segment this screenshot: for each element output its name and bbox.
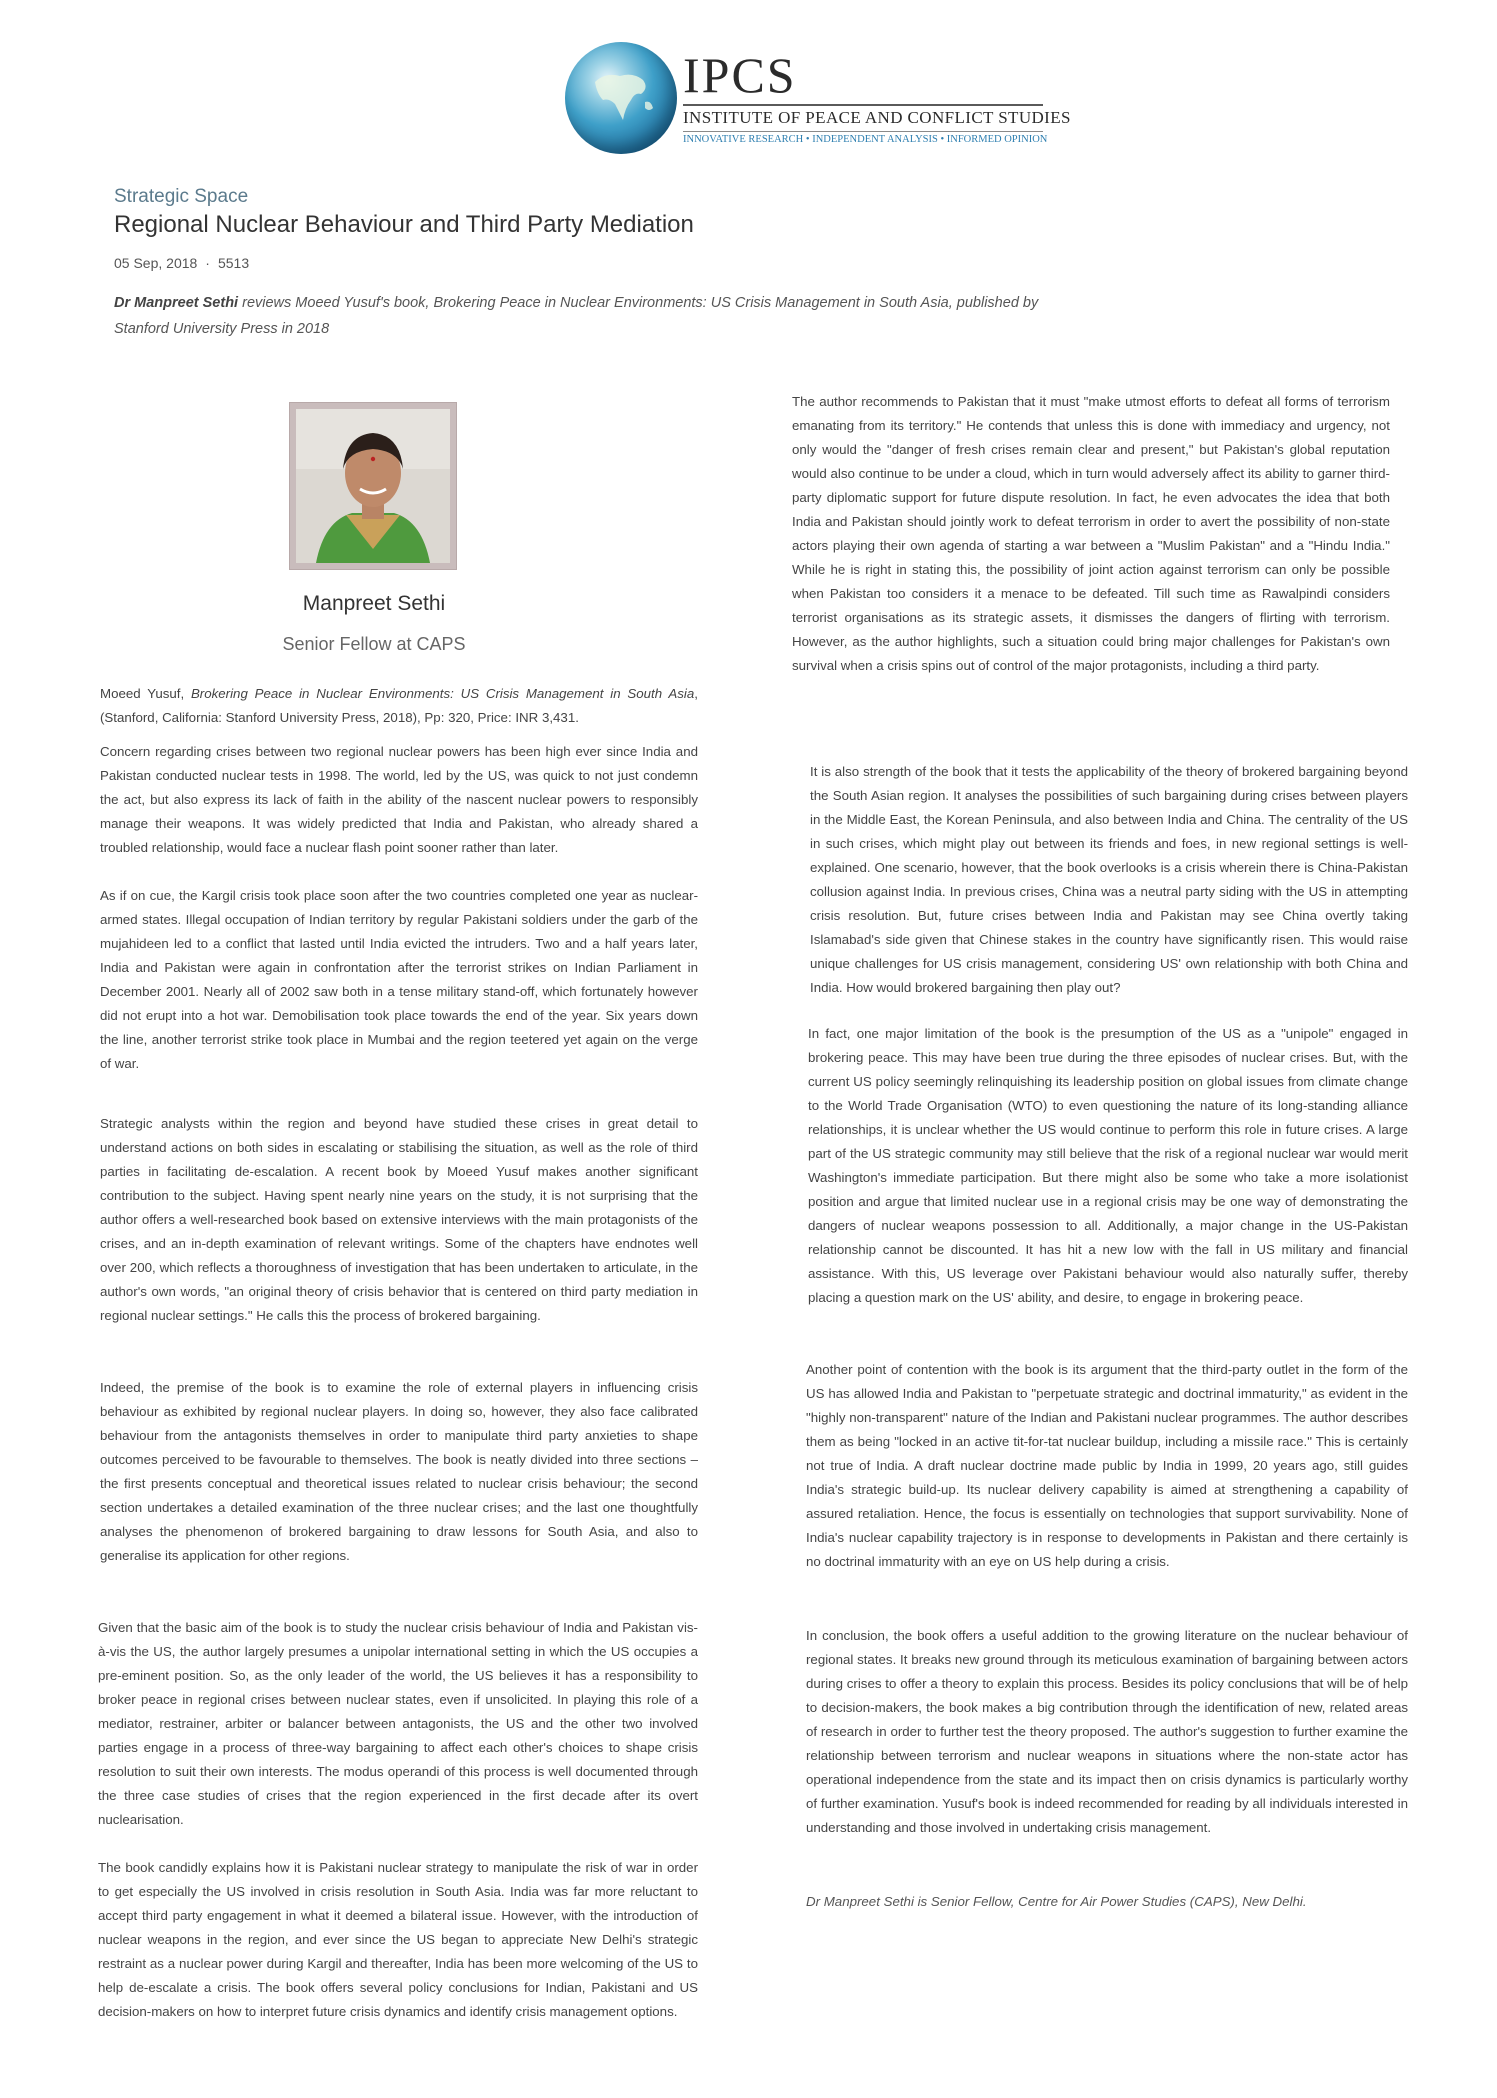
paragraph: Another point of contention with the book is its argument that the third-party outlet in the form of the US has allowed India and Pakistan to "perpetuate strategic and doctrinal immaturity," as evident in the "highly non-transparent" nature of the Indian and Pakistani nuclear programmes. The author describes them as being "locked in an active tit-for-tat nuclear buildup, including a missile race." This is certainly not true of India. A draft nuclear doctrine made public by India in 1999, 20 years ago, still guides India's strategic build-up. Its nuclear delivery capability is aimed at strengthening a capability of assured retaliation. Hence, the focus is essentially on technologies that support survivability. None of India's nuclear capability trajectory is in response to developments in Pakistan and there certainly is no doctrinal immaturity with an eye on US help during a crisis. — [806, 1362, 1408, 1569]
paragraph: Indeed, the premise of the book is to examine the role of external players in influencing crisis behaviour as exhibited by regional nuclear players. In doing so, however, they also face calibrated behaviour from the antagonists themselves in order to manipulate third party anxieties to shape outcomes perceived to be favourable to themselves. The book is neatly divided into three sections – the first presents conceptual and theoretical issues related to nuclear crisis behaviour; the second section undertakes a detailed examination of the three nuclear crises; and the last one thoughtfully analyses the phenomenon of brokered bargaining to draw lessons for South Asia, and also to generalise its application for other regions. — [100, 1380, 698, 1563]
paragraph: In fact, one major limitation of the book is the presumption of the US as a "unipole" engaged in brokering peace. This may have been true during the three episodes of nuclear crises. But, with the current US policy seemingly relinquishing its leadership position on global issues from climate change to the World Trade Organisation (WTO) to even questioning the nature of its long-standing alliance relationships, it is unclear whether the US would continue to perform this role in future crises. A large part of the US strategic community may still believe that the risk of a regional nuclear war would merit Washington's immediate participation. But there might also be some who take a more isolationist position and argue that limited nuclear use in a regional crisis may be one way of demonstrating the dangers of nuclear weapons possession to all. Additionally, a major change in the US-Pakistan relationship cannot be discounted. It has hit a new low with the fall in US military and financial assistance. With this, US leverage over Pakistani behaviour would also naturally suffer, thereby placing a question mark on the US' ability, and desire, to engage in brokering peace. — [808, 1026, 1408, 1305]
citation-details: , (Stanford, California: Stanford University Press, 2018), Pp: 320, Price: INR 3,431. — [100, 686, 698, 725]
logo-full-name: INSTITUTE OF PEACE AND CONFLICT STUDIES — [683, 108, 1071, 127]
ipcs-header — [565, 38, 1071, 158]
logo-divider-thin — [683, 131, 1043, 132]
meta-separator: · — [205, 255, 210, 271]
author-portrait-image — [296, 409, 450, 563]
paragraph: Given that the basic aim of the book is to study the nuclear crisis behaviour of India and Pakistan vis-à-vis the US, the author largely presumes a unipolar international setting in which the US occupies a pre-eminent position. So, as the only leader of the world, the US believes it has a responsibility to broker peace in regional crises between nuclear states, even if unsolicited. In playing this role of a mediator, restrainer, arbiter or balancer between antagonists, the US and the other two involved parties engage in a process of three-way bargaining to affect each other's choices to shape crisis resolution to suit their own interests. The modus operandi of this process is well documented through the three case studies of crises that the region experienced in the first decade after its overt nuclearisation. — [98, 1620, 698, 1827]
citation-book-title: Brokering Peace in Nuclear Environments: US Crisis Management in South Asia — [190, 686, 695, 701]
citation-author: Moeed Yusuf, — [100, 686, 191, 701]
paragraph: Concern regarding crises between two regional nuclear powers has been high ever since India and Pakistan conducted nuclear tests in 1998. The world, led by the US, was quick to not just condemn the act, but also express its lack of faith in the ability of the nascent nuclear powers to responsibly manage their weapons. It was widely predicted that India and Pakistan, who already shared a troubled relationship, would face a nuclear flash point sooner rather than later. — [100, 744, 698, 855]
globe-logo-icon — [565, 42, 677, 154]
article-category-link[interactable]: Strategic Space — [114, 186, 249, 207]
article-views: 5513 — [217, 255, 250, 271]
author-photo — [289, 402, 457, 570]
paragraph: In conclusion, the book offers a useful addition to the growing literature on the nuclear behaviour of regional states. It breaks new ground through its meticulous examination of bargaining between actors during crises to offer a theory to explain this process. Besides its policy conclusions that will be of help to decision-makers, the book makes a big contribution through the identification of new, related areas of research in order to further test the theory proposed. The author's suggestion to further examine the relationship between terrorism and nuclear weapons in situations where the non-state actor has operational independence from the state and its impact then on crisis dynamics is particularly worthy of further examination. Yusuf's book is indeed recommended for reading by all individuals interested in understanding and those involved in undertaking crisis management. — [806, 1628, 1408, 1835]
author-signoff: Dr Manpreet Sethi is Senior Fellow, Centre for Air Power Studies (CAPS), New Delhi. — [806, 1894, 1307, 1909]
article-meta — [114, 255, 249, 271]
article-standfirst — [114, 290, 1074, 342]
paragraph: As if on cue, the Kargil crisis took place soon after the two countries completed one year as nuclear-armed states. Illegal occupation of Indian territory by regular Pakistani soldiers under the garb of the mujahideen led to a conflict that lasted until India evicted the intruders. Two and a half years later, India and Pakistan were again in confrontation after the terrorist strikes on Indian Parliament in December 2001. Nearly all of 2002 saw both in a tense military stand-off, which fortunately however did not erupt into a hot war. Demobilisation took place towards the end of the year. Six years down the line, another terrorist strike took place in Mumbai and the region teetered yet again on the verge of war. — [100, 888, 698, 1071]
standfirst-author: Dr Manpreet Sethi — [114, 295, 239, 311]
logo-tagline: INNOVATIVE RESEARCH • INDEPENDENT ANALYSIS • INFORMED OPINION — [683, 134, 1048, 145]
article-title: Regional Nuclear Behaviour and Third Party Mediation — [114, 211, 694, 238]
logo-wordmark: IPCS — [683, 47, 797, 103]
paragraph: The author recommends to Pakistan that it must "make utmost efforts to defeat all forms of terrorism emanating from its territory." He contends that unless this is done with immediacy and urgency, not only would the "danger of fresh crises remain clear and present," but Pakistan's global reputation would also continue to be under a cloud, which in turn would adversely affect its ability to garner third-party diplomatic support for future dispute resolution. In fact, he even advocates the idea that both India and Pakistan should jointly work to defeat terrorism in order to avert the possibility of non-state actors playing their own agenda of starting a war between a "Muslim Pakistan" and a "Hindu India." While he is right in stating this, the possibility of joint action against terrorism can only be possible when Pakistan too considers it a menace to be defeated. Till such time as Rawalpindi considers terrorist organisations as its strategic assets, it dismisses the dangers of flirting with terrorism. However, as the author highlights, such a situation could bring major challenges for Pakistan's own survival when a crisis spins out of control of the major protagonists, including a third party. — [792, 394, 1390, 673]
author-name: Manpreet Sethi — [302, 592, 446, 615]
book-citation — [100, 682, 698, 730]
author-role: Senior Fellow at CAPS — [282, 634, 466, 654]
paragraph: It is also strength of the book that it tests the applicability of the theory of brokered bargaining beyond the South Asian region. It analyses the possibilities of such bargaining during crises between players in the Middle East, the Korean Peninsula, and also between India and China. The centrality of the US in such crises, which might play out between its friends and foes, in new regional settings is well-explained. One scenario, however, that the book overlooks is a crisis wherein there is China-Pakistan collusion against India. In previous crises, China was a neutral party siding with the US in attempting crisis resolution. But, future crises between India and Pakistan may see China overtly taking Islamabad's side given that Chinese stakes in the country have significantly risen. This would raise unique challenges for US crisis management, considering US' own relationship with both China and India. How would brokered bargaining then play out? — [810, 764, 1408, 995]
paragraph: The book candidly explains how it is Pakistani nuclear strategy to manipulate the risk of war in order to get especially the US involved in crisis resolution in South Asia. India was far more reluctant to accept third party engagement in what it deemed a bilateral issue. However, with the introduction of nuclear weapons in the region, and ever since the US began to appreciate New Delhi's strategic restraint as a nuclear power during Kargil and thereafter, India has been more welcoming of the US to help de-escalate a crisis. The book offers several policy conclusions for Indian, Pakistani and US decision-makers on how to interpret future crisis dynamics and identify crisis management options. — [98, 1860, 698, 2019]
standfirst-text: reviews Moeed Yusuf's book, Brokering Peace in Nuclear Environments: US Crisis Management in South Asia, published by Stanford University Press in 2018 — [114, 295, 1039, 337]
article-date: 05 Sep, 2018 — [114, 255, 198, 271]
logo-divider — [683, 104, 1043, 106]
paragraph: Strategic analysts within the region and beyond have studied these crises in great detail to understand actions on both sides in escalating or stabilising the situation, as well as the role of third parties in facilitating de-escalation. A recent book by Moeed Yusuf makes another significant contribution to the subject. Having spent nearly nine years on the study, it is not surprising that the author offers a well-researched book based on extensive interviews with the main protagonists of the crises, and an in-depth examination of relevant writings. Some of the chapters have endnotes well over 200, which reflects a thoroughness of investigation that has been undertaken to articulate, in the author's own words, "an original theory of crisis behavior that is centered on third party mediation in regional nuclear settings." He calls this the process of brokered bargaining. — [100, 1116, 698, 1323]
